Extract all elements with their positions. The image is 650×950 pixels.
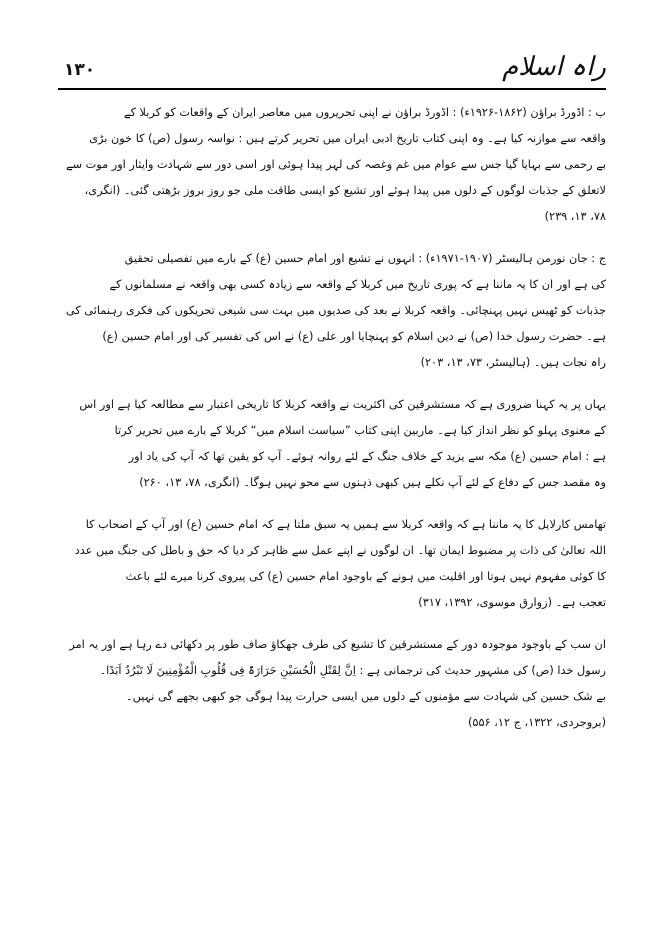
text-line: کے معنوی پہلو کو نظر انداز کیا ہے۔ ماربین اپنی کتاب ”سیاست اسلام میں“ کربلا کے بارے میں تحریر کرتا bbox=[114, 424, 606, 437]
paragraph bbox=[58, 246, 606, 376]
paragraph bbox=[58, 392, 606, 496]
text-line: کی ہے اور ان کا یہ ماننا ہے کہ پوری تاریخ میں کربلا کے واقعہ سے زیادہ کسی بھی واقعہ نے مسلمانوں کے bbox=[109, 278, 606, 291]
text-line: کا کوئی مفہوم نہیں ہوتا اور اقلیت میں ہونے کے باوجود امام حسین (ع) کی پیروی کرنا میرے لئے باعث bbox=[125, 570, 606, 583]
text-line: بے شک حسین کی شہادت سے مؤمنوں کے دلوں میں ایسی حرارت پیدا ہوگی جو کبھی بجھے گی نہیں۔ bbox=[125, 690, 606, 703]
text-line: تعجب ہے۔ (زوارق موسوی، ۱۳۹۲، ۳۱۷) bbox=[418, 596, 606, 609]
text-line: تھامس کارلایل کا یہ ماننا ہے کہ واقعہ کربلا سے ہمیں یہ سبق ملتا ہے کہ امام حسین (ع) اور آپ کے اصحاب کا bbox=[85, 518, 606, 531]
text-line: ۷۸، ۱۳، ۲۳۹) bbox=[544, 210, 606, 223]
text-line: یہاں پر یہ کہنا ضروری ہے کہ مستشرقین کی اکثریت نے واقعہ کربلا کا تاریخی اعتبار سے مطالعہ کیا ہے اور اس bbox=[79, 398, 606, 411]
paragraph bbox=[58, 632, 606, 736]
text-line: لاتعلق کے جذبات لوگوں کے دلوں میں پیدا ہوئے اور تشیع کو ایسی طاقت ملی جو روز بروز بڑھتی گئی۔ (انگری، bbox=[84, 184, 606, 197]
header-rule bbox=[58, 88, 606, 90]
page-body bbox=[58, 100, 606, 752]
text-line: ہے۔ حضرت رسول خدا (ص) نے دین اسلام کو پہنچایا اور علی (ع) نے اس کی تفسیر کی اور امام حسین (ع) bbox=[102, 330, 606, 343]
paragraph bbox=[58, 100, 606, 230]
page-number: ۱۳۰ bbox=[64, 60, 96, 80]
text-line: رسول خدا (ص) کی مشہور حدیث کی ترجمانی ہے : اِنَّ لِقَتْلِ الْحُسَیْنِ حَرَارَۃً فِی قُلُوبِ الْمُؤْمِنِینَ لَا تَبْرُدُ اَبَدًا۔ bbox=[99, 664, 606, 677]
text-line: وہ مقصد جس کے دفاع کے لئے آپ نکلے ہیں کبھی ذہنوں سے محو نہیں ہوگا۔ (انگری، ۷۸، ۱۳، ۲۶۰) bbox=[139, 476, 606, 489]
text-line: ان سب کے باوجود موجودہ دور کے مستشرقین کا تشیع کی طرف جھکاؤ صاف طور پر دکھائی دے رہا ہے اور یہ امر bbox=[69, 638, 606, 651]
running-title: راہ اسلام bbox=[502, 52, 606, 82]
text-line: ب : اڈورڈ براؤن (۱۸۶۲-۱۹۲۶ء) : اڈورڈ براؤن نے اپنی تحریروں میں معاصر ایران کے واقعات کو کربلا کے bbox=[123, 106, 606, 119]
page-header bbox=[58, 50, 606, 92]
paragraph bbox=[58, 512, 606, 616]
text-line: اللہ تعالیٰ کی ذات پر مضبوط ایمان تھا۔ ان لوگوں نے اپنے عمل سے ظاہر کر دیا کہ حق و باطل کی جنگ میں عدد bbox=[74, 544, 606, 557]
text-line: جذبات کو ٹھیس نہیں پہنچائی۔ واقعہ کربلا نے بعد کی صدیوں میں بہت سی شیعی تحریکوں کی فکری رہنمائی کی bbox=[65, 304, 606, 317]
text-line: راہ نجات ہیں۔ (ہالیسٹر، ۷۳، ۱۳، ۲۰۳) bbox=[420, 356, 606, 369]
text-line: ہے : امام حسین (ع) مکہ سے یزید کے خلاف جنگ کے لئے روانہ ہوئے۔ آپ کو یقین تھا کہ آپ کی یاد اور bbox=[128, 450, 606, 463]
text-line: واقعہ سے موازنہ کیا ہے۔ وہ اپنی کتاب تاریخ ادبی ایران میں تحریر کرتے ہیں : نواسہ رسول (ص) کا خون بڑی bbox=[89, 132, 606, 145]
text-line: (بروجردی، ۱۳۲۲، ج ۱۲، ۵۵۶) bbox=[468, 716, 606, 729]
text-line: بے رحمی سے بہایا گیا جس سے عوام میں غم وغصہ کی لہر پیدا ہوئی اور اسی دور سے شہادت وایثار اور موت سے bbox=[65, 158, 606, 171]
text-line: ج : جان نورمن ہالیسٹر (۱۹۰۷-۱۹۷۱ء) : انہوں نے تشیع اور امام حسین (ع) کے بارے میں تفصیلی تحقیق bbox=[124, 252, 606, 265]
